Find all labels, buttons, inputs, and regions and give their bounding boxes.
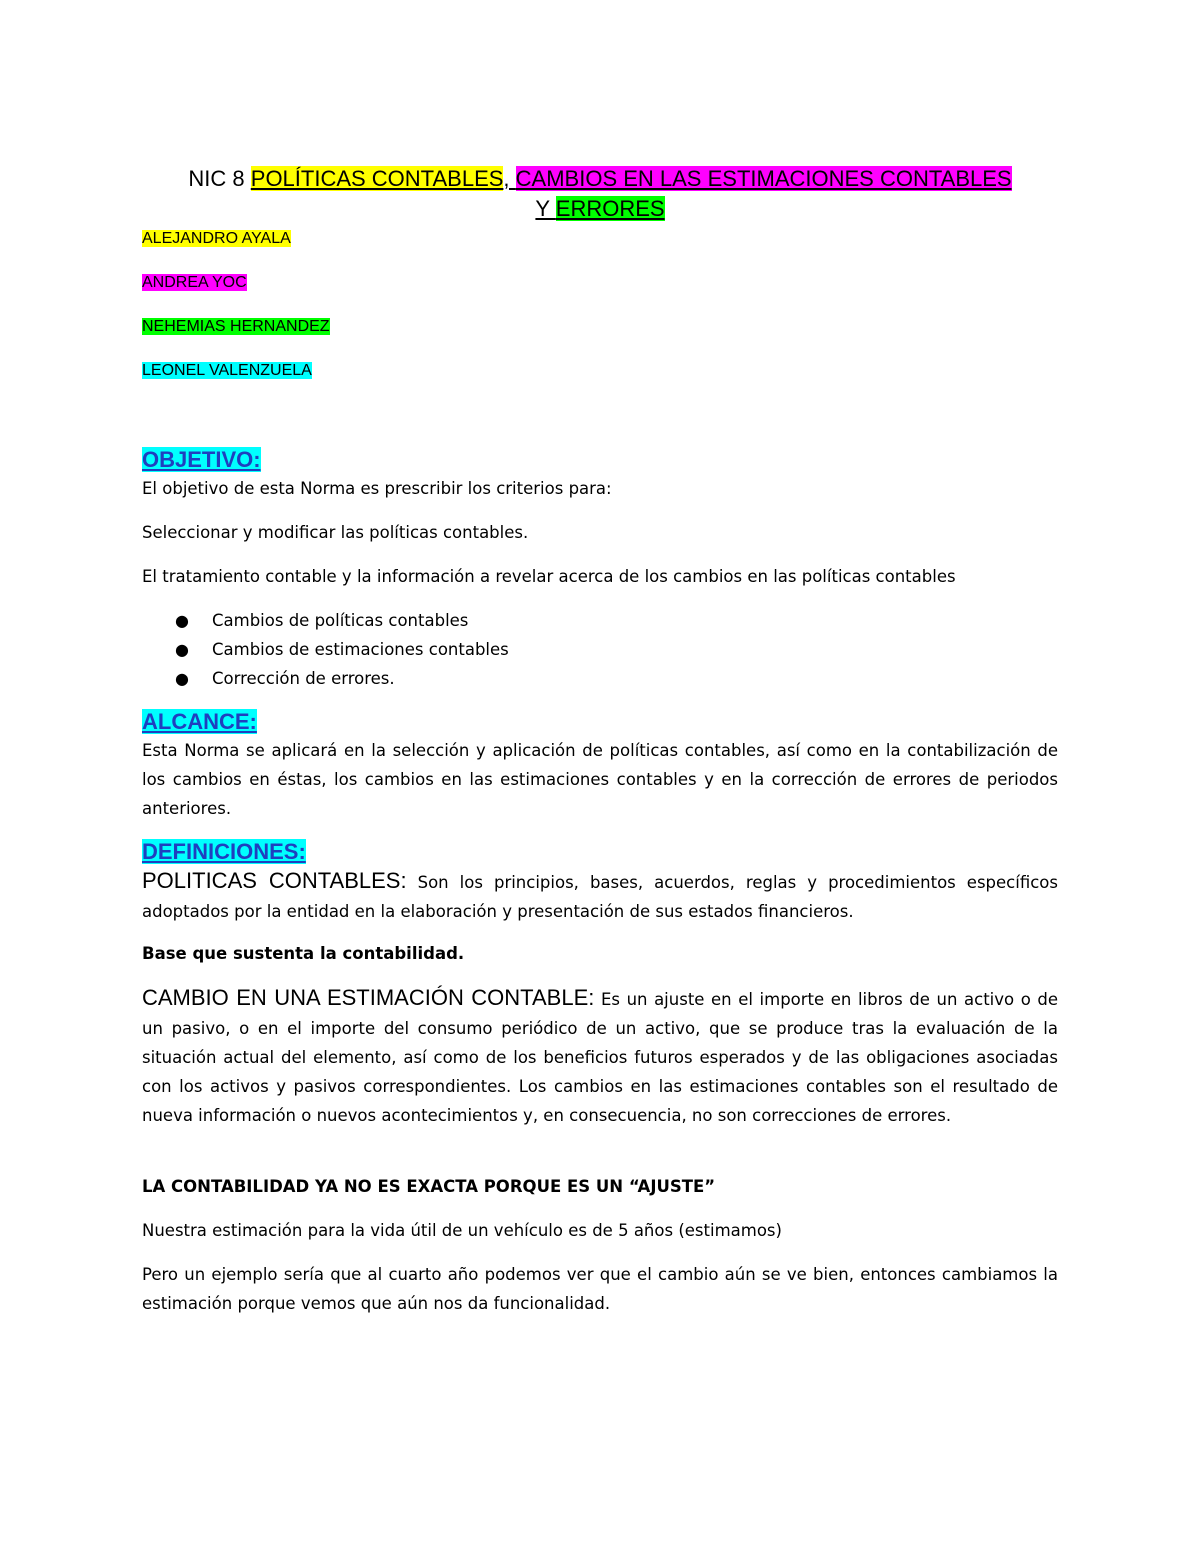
- title-part-errores: ERRORES: [555, 196, 665, 221]
- heading-definiciones: DEFINICIONES:: [142, 839, 306, 864]
- definicion-cambio: [142, 983, 1058, 1130]
- term-politicas: POLITICAS CONTABLES:: [142, 868, 407, 893]
- term-cambio: CAMBIO EN UNA ESTIMACIÓN CONTABLE:: [142, 985, 595, 1010]
- base-note: Base que sustenta la contabilidad.: [142, 944, 465, 963]
- ejemplo-1: Nuestra estimación para la vida útil de un vehículo es de 5 años (estimamos): [142, 1221, 782, 1240]
- title-part-cambios: CAMBIOS EN LAS ESTIMACIONES CONTABLES: [515, 166, 1012, 191]
- author-4: LEONEL VALENZUELA: [142, 362, 312, 379]
- list-item: ● Cambios de políticas contables: [142, 606, 509, 635]
- bullet-icon: ●: [175, 640, 189, 659]
- bullet-icon: ●: [175, 611, 189, 630]
- objetivo-p2: El tratamiento contable y la información a revelar acerca de los cambios en las políticas contables: [142, 567, 956, 586]
- title-part-politicas: POLÍTICAS CONTABLES: [250, 166, 504, 191]
- note-ajuste: LA CONTABILIDAD YA NO ES EXACTA PORQUE ES UN “AJUSTE”: [142, 1177, 716, 1196]
- definition-politicas-text: Son los principios, bases, acuerdos, reglas y procedimientos específicos adoptados por la entidad en la elaboración y presentación de sus estados financieros.: [142, 873, 1058, 921]
- title-line2-prefix: Y: [535, 196, 556, 221]
- alcance-text: Esta Norma se aplicará en la selección y aplicación de políticas contables, así como en la contabilización de los cambios en éstas, los cambios en las estimaciones contables y en la corrección de errores de periodos anteriores.: [142, 741, 1058, 818]
- document-title: [142, 164, 1058, 224]
- author-1: ALEJANDRO AYALA: [142, 230, 291, 247]
- objetivo-p1: Seleccionar y modificar las políticas contables.: [142, 523, 529, 542]
- ejemplo-2: Pero un ejemplo sería que al cuarto año podemos ver que el cambio aún se ve bien, entonces cambiamos la estimación porque vemos que aún nos da funcionalidad.: [142, 1265, 1058, 1313]
- author-3: NEHEMIAS HERNANDEZ: [142, 318, 330, 335]
- list-item: ● Corrección de errores.: [142, 664, 509, 693]
- title-comma: ,: [503, 166, 516, 191]
- objetivo-intro: El objetivo de esta Norma es prescribir los criterios para:: [142, 479, 612, 498]
- objetivo-bullet-list: [142, 606, 509, 693]
- heading-objetivo: OBJETIVO:: [142, 447, 261, 472]
- author-2: ANDREA YOC: [142, 274, 247, 291]
- definicion-politicas: [142, 866, 1058, 926]
- definition-cambio-text: Es un ajuste en el importe en libros de un activo o de un pasivo, o en el importe del consumo periódico de un activo, que se produce tras la evaluación de la situación actual del elemento, así como de los beneficios futuros esperados y de las obligaciones asociadas con los activos y pasivos correspondientes. Los cambios en las estimaciones contables son el resultado de nueva información o nuevos acontecimientos y, en consecuencia, no son correcciones de errores.: [142, 990, 1059, 1125]
- heading-alcance: ALCANCE:: [142, 709, 257, 734]
- title-prefix: NIC 8: [188, 166, 251, 191]
- bullet-icon: ●: [175, 669, 189, 688]
- list-item: ● Cambios de estimaciones contables: [142, 635, 509, 664]
